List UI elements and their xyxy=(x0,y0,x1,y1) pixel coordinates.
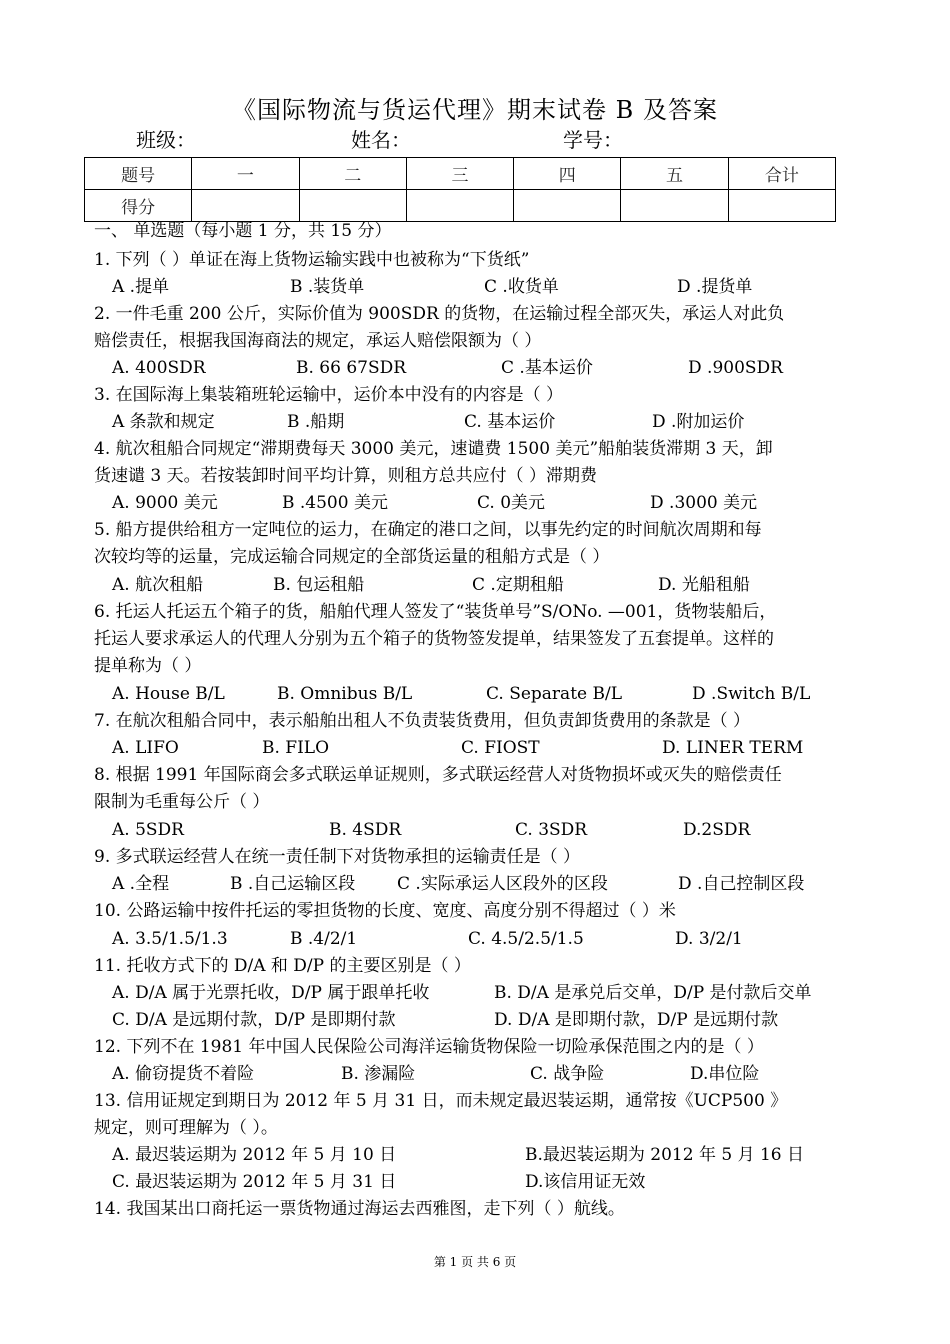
option-a: A. 3.5/1.5/1.3 xyxy=(112,929,228,949)
option-b: B. 4SDR xyxy=(329,820,402,840)
option-a: A. 偷窃提货不着险 xyxy=(112,1064,255,1084)
question-12: 12. 下列不在 1981 年中国人民保险公司海洋运输货物保险一切险承保范围之内的是（ ） xyxy=(94,1037,764,1057)
option-a: A. 400SDR xyxy=(112,358,206,378)
question-6-line-1: 6. 托运人托运五个箱子的货，船舶代理人签发了“装货单号”S/ONo. —001，货物装船后， xyxy=(94,602,777,622)
class-label: 班级： xyxy=(136,128,196,152)
option-b: B .4500 美元 xyxy=(282,493,388,513)
option-c: C. 最迟装运期为 2012 年 5 月 31 日 xyxy=(112,1172,397,1192)
question-6-line-2: 托运人要求承运人的代理人分别为五个箱子的货物签发提单，结果签发了五套提单。这样的 xyxy=(94,629,774,649)
header-cell: 五 xyxy=(621,158,728,190)
exam-title: 《国际物流与货运代理》期末试卷 B 及答案 xyxy=(232,96,718,124)
option-c: C .实际承运人区段外的区段 xyxy=(397,874,608,894)
option-a: A. 航次租船 xyxy=(112,575,204,595)
question-4-line-1: 4. 航次租船合同规定“滞期费每天 3000 美元，速谴费 1500 美元”船舶装货滞期 3 天，卸 xyxy=(94,439,773,459)
option-b: B .装货单 xyxy=(290,277,365,297)
option-d: D. D/A 是即期付款，D/P 是远期付款 xyxy=(494,1010,779,1030)
row-label: 得分 xyxy=(85,190,192,222)
option-c: C. 3SDR xyxy=(515,820,588,840)
question-9: 9. 多式联运经营人在统一责任制下对货物承担的运输责任是（ ） xyxy=(94,847,581,867)
question-2-line-2: 赔偿责任，根据我国海商法的规定，承运人赔偿限额为（ ） xyxy=(94,331,542,351)
question-13-line-2: 规定，则可理解为（ ）。 xyxy=(94,1118,278,1138)
score-cell xyxy=(728,190,835,222)
option-d: D .自己控制区段 xyxy=(678,874,805,894)
question-5-line-1: 5. 船方提供给租方一定吨位的运力，在确定的港口之间，以事先约定的时间航次周期和每 xyxy=(94,520,762,540)
option-a: A. House B/L xyxy=(112,684,225,704)
option-a: A. 9000 美元 xyxy=(112,493,218,513)
option-a: A .全程 xyxy=(112,874,170,894)
option-c: C .基本运价 xyxy=(501,358,593,378)
header-cell: 一 xyxy=(192,158,299,190)
option-b: B .船期 xyxy=(287,412,345,432)
option-a: A. 5SDR xyxy=(112,820,184,840)
option-b: B .4/2/1 xyxy=(290,929,358,949)
score-cell xyxy=(406,190,513,222)
option-b: B. FILO xyxy=(262,738,330,758)
question-3: 3. 在国际海上集装箱班轮运输中，运价本中没有的内容是（ ） xyxy=(94,385,564,405)
page-footer: 第 1 页 共 6 页 xyxy=(433,1255,517,1269)
header-cell: 二 xyxy=(299,158,406,190)
option-d: D. 光船租船 xyxy=(658,575,750,595)
option-b: B. D/A 是承兑后交单，D/P 是付款后交单 xyxy=(494,983,812,1003)
option-d: D .附加运价 xyxy=(652,412,745,432)
option-a: A. LIFO xyxy=(112,738,179,758)
option-d: D .3000 美元 xyxy=(650,493,758,513)
question-8-line-2: 限制为毛重每公斤（ ） xyxy=(94,792,270,812)
question-7: 7. 在航次租船合同中，表示船舶出租人不负责装货费用，但负责卸货费用的条款是（ ） xyxy=(94,711,751,731)
option-c: C .定期租船 xyxy=(472,575,564,595)
option-d: D.该信用证无效 xyxy=(525,1172,646,1192)
option-d: D.2SDR xyxy=(683,820,751,840)
question-4-line-2: 货速谴 3 天。若按装卸时间平均计算，则租方总共应付（ ）滞期费 xyxy=(94,466,598,486)
option-a: A. 最迟装运期为 2012 年 5 月 10 日 xyxy=(112,1145,397,1165)
option-d: D .Switch B/L xyxy=(692,684,811,704)
score-cell xyxy=(192,190,299,222)
question-2-line-1: 2. 一件毛重 200 公斤，实际价值为 900SDR 的货物，在运输过程全部灭失，承运人对此负 xyxy=(94,304,785,324)
score-cell xyxy=(621,190,728,222)
option-b: B .自己运输区段 xyxy=(230,874,356,894)
question-14: 14. 我国某出口商托运一票货物通过海运去西雅图，走下列（ ）航线。 xyxy=(94,1199,625,1219)
option-c: C. D/A 是远期付款，D/P 是即期付款 xyxy=(112,1010,396,1030)
question-1: 1. 下列（ ）单证在海上货物运输实践中也被称为“下货纸” xyxy=(94,250,530,270)
score-cell xyxy=(514,190,621,222)
option-d: D. LINER TERM xyxy=(662,738,804,758)
option-a: A. D/A 属于光票托收，D/P 属于跟单托收 xyxy=(112,983,430,1003)
option-d: D. 3/2/1 xyxy=(675,929,743,949)
option-b: B. 包运租船 xyxy=(273,575,365,595)
question-6-line-3: 提单称为（ ） xyxy=(94,656,202,676)
option-c: C. 基本运价 xyxy=(464,412,556,432)
student-id-label: 学号： xyxy=(563,128,623,152)
option-a: A 条款和规定 xyxy=(112,412,215,432)
section-heading: 一、 单选题（每小题 1 分，共 15 分） xyxy=(94,221,392,241)
option-b: B.最迟装运期为 2012 年 5 月 16 日 xyxy=(525,1145,805,1165)
option-d: D .提货单 xyxy=(677,277,753,297)
question-10: 10. 公路运输中按件托运的零担货物的长度、宽度、高度分别不得超过（ ）米 xyxy=(94,901,676,921)
option-c: C. 4.5/2.5/1.5 xyxy=(468,929,584,949)
score-table xyxy=(84,157,836,222)
option-a: A .提单 xyxy=(112,277,170,297)
question-8-line-1: 8. 根据 1991 年国际商会多式联运单证规则，多式联运经营人对货物损坏或灭失的赔偿责任 xyxy=(94,765,782,785)
score-table-score-row xyxy=(85,190,836,222)
option-c: C .收货单 xyxy=(484,277,559,297)
question-13-line-1: 13. 信用证规定到期日为 2012 年 5 月 31 日，而未规定最迟装运期，通常按《UCP500 》 xyxy=(94,1091,788,1111)
header-cell: 四 xyxy=(514,158,621,190)
name-label: 姓名： xyxy=(351,128,411,152)
header-cell: 合计 xyxy=(728,158,835,190)
option-c: C. 0美元 xyxy=(477,493,546,513)
option-d: D .900SDR xyxy=(688,358,783,378)
header-cell: 三 xyxy=(406,158,513,190)
option-c: C. FIOST xyxy=(461,738,540,758)
option-b: B. 66 67SDR xyxy=(296,358,407,378)
score-cell xyxy=(299,190,406,222)
option-d: D.串位险 xyxy=(690,1064,760,1084)
question-11: 11. 托收方式下的 D/A 和 D/P 的主要区别是（ ） xyxy=(94,956,471,976)
question-5-line-2: 次较均等的运量，完成运输合同规定的全部货运量的租船方式是（ ） xyxy=(94,547,610,567)
option-b: B. 渗漏险 xyxy=(341,1064,416,1084)
option-c: C. Separate B/L xyxy=(486,684,622,704)
option-b: B. Omnibus B/L xyxy=(277,684,413,704)
option-c: C. 战争险 xyxy=(530,1064,605,1084)
score-table-header-row xyxy=(85,158,836,190)
header-cell: 题号 xyxy=(85,158,192,190)
